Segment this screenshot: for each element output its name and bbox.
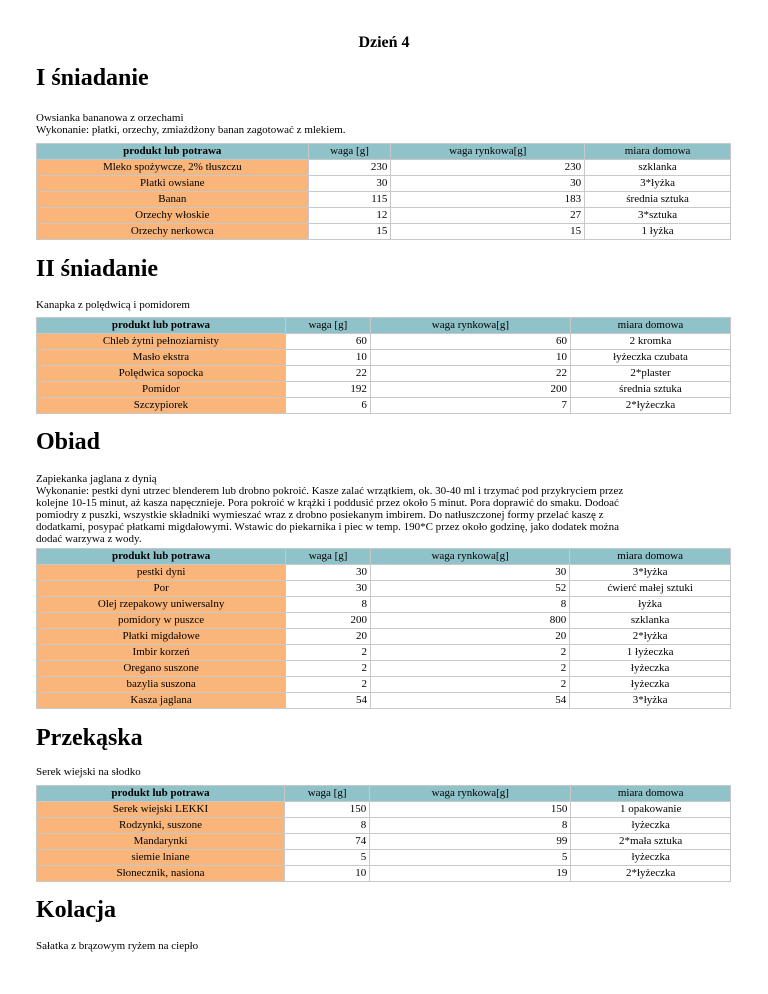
product-cell: Orzechy nerkowca bbox=[37, 224, 309, 240]
recipe-title: Zapiekanka jaglana z dynią bbox=[36, 473, 157, 485]
table-header-row bbox=[37, 786, 731, 802]
header-market-weight: waga rynkowa[g] bbox=[370, 549, 569, 565]
weight-cell: 115 bbox=[308, 192, 391, 208]
product-cell: Szczypiorek bbox=[37, 398, 286, 414]
household-cell: 2 kromka bbox=[570, 334, 730, 350]
market-weight-cell: 2 bbox=[370, 677, 569, 693]
product-cell: Oregano suszone bbox=[37, 661, 286, 677]
recipe-title: Serek wiejski na słodko bbox=[36, 766, 141, 778]
product-cell: Słonecznik, nasiona bbox=[37, 866, 285, 882]
market-weight-cell: 800 bbox=[370, 613, 569, 629]
recipe-instructions: pomiodry z puszki, wszystkie składniki wymieszać wraz z drobno posiekanym imbirem. Do natłuszczonej formy przelać kaszę z bbox=[36, 509, 604, 521]
section-heading: Obiad bbox=[36, 429, 101, 455]
table-header-row bbox=[37, 549, 731, 565]
household-cell: szklanka bbox=[585, 160, 731, 176]
market-weight-cell: 60 bbox=[370, 334, 570, 350]
recipe-title: Owsianka bananowa z orzechami bbox=[36, 112, 184, 124]
table-row bbox=[37, 645, 731, 661]
table-row bbox=[37, 176, 731, 192]
household-cell: 2*plaster bbox=[570, 366, 730, 382]
market-weight-cell: 150 bbox=[370, 802, 571, 818]
section-dinner bbox=[36, 896, 198, 952]
market-weight-cell: 15 bbox=[391, 224, 585, 240]
weight-cell: 30 bbox=[286, 565, 371, 581]
product-cell: Orzechy włoskie bbox=[37, 208, 309, 224]
weight-cell: 22 bbox=[285, 366, 370, 382]
household-cell: 1 łyżeczka bbox=[570, 645, 731, 661]
header-weight: waga [g] bbox=[285, 318, 370, 334]
meal-table bbox=[36, 143, 731, 240]
household-cell: łyżeczka bbox=[571, 850, 731, 866]
table-row bbox=[37, 802, 731, 818]
product-cell: Kasza jaglana bbox=[37, 693, 286, 709]
header-weight: waga [g] bbox=[308, 144, 391, 160]
household-cell: 2*łyżeczka bbox=[570, 398, 730, 414]
table-row bbox=[37, 366, 731, 382]
table-header-row bbox=[37, 144, 731, 160]
weight-cell: 74 bbox=[284, 834, 369, 850]
product-cell: Chleb żytni pełnoziarnisty bbox=[37, 334, 286, 350]
weight-cell: 192 bbox=[285, 382, 370, 398]
header-market-weight: waga rynkowa[g] bbox=[391, 144, 585, 160]
household-cell: 1 opakowanie bbox=[571, 802, 731, 818]
weight-cell: 30 bbox=[286, 581, 371, 597]
weight-cell: 20 bbox=[286, 629, 371, 645]
product-cell: Olej rzepakowy uniwersalny bbox=[37, 597, 286, 613]
table-row bbox=[37, 160, 731, 176]
table-row bbox=[37, 629, 731, 645]
household-cell: średnia sztuka bbox=[585, 192, 731, 208]
section-heading: II śniadanie bbox=[36, 256, 159, 282]
header-product: produkt lub potrawa bbox=[37, 786, 285, 802]
section-heading: Przekąska bbox=[36, 725, 143, 751]
recipe-title: Sałatka z brązowym ryżem na ciepło bbox=[36, 940, 199, 952]
product-cell: pomidory w puszce bbox=[37, 613, 286, 629]
table-row bbox=[37, 661, 731, 677]
market-weight-cell: 183 bbox=[391, 192, 585, 208]
household-cell: szklanka bbox=[570, 613, 731, 629]
weight-cell: 230 bbox=[308, 160, 391, 176]
header-market-weight: waga rynkowa[g] bbox=[370, 786, 571, 802]
market-weight-cell: 52 bbox=[370, 581, 569, 597]
market-weight-cell: 99 bbox=[370, 834, 571, 850]
household-cell: łyżka bbox=[570, 597, 731, 613]
table-row bbox=[37, 677, 731, 693]
household-cell: 3*łyżka bbox=[585, 176, 731, 192]
meal-table bbox=[36, 785, 731, 882]
table-row bbox=[37, 613, 731, 629]
section-heading: I śniadanie bbox=[36, 65, 149, 91]
header-weight: waga [g] bbox=[284, 786, 369, 802]
household-cell: średnia sztuka bbox=[570, 382, 730, 398]
market-weight-cell: 20 bbox=[370, 629, 569, 645]
product-cell: siemie lniane bbox=[37, 850, 285, 866]
weight-cell: 12 bbox=[308, 208, 391, 224]
market-weight-cell: 200 bbox=[370, 382, 570, 398]
section-lunch bbox=[36, 428, 623, 545]
weight-cell: 200 bbox=[286, 613, 371, 629]
recipe-instructions: dodatkami, posypać płatkami migdałowymi. Wstawic do piekarnika i piec w temp. 190*C przez około godzinę, jako dodatek można bbox=[36, 521, 619, 533]
household-cell: 1 łyżka bbox=[585, 224, 731, 240]
table-row bbox=[37, 208, 731, 224]
household-cell: 2*łyżeczka bbox=[571, 866, 731, 882]
market-weight-cell: 10 bbox=[370, 350, 570, 366]
market-weight-cell: 30 bbox=[370, 565, 569, 581]
section-breakfast-1 bbox=[36, 64, 346, 136]
page-title: Dzień 4 bbox=[358, 34, 410, 51]
household-cell: 2*mała sztuka bbox=[571, 834, 731, 850]
table-row bbox=[37, 597, 731, 613]
weight-cell: 10 bbox=[285, 350, 370, 366]
product-cell: Pomidor bbox=[37, 382, 286, 398]
table-row bbox=[37, 565, 731, 581]
recipe-title: Kanapka z polędwicą i pomidorem bbox=[36, 299, 190, 311]
table-row bbox=[37, 382, 731, 398]
weight-cell: 2 bbox=[286, 661, 371, 677]
product-cell: Mleko spożywcze, 2% tłuszczu bbox=[37, 160, 309, 176]
header-household: miara domowa bbox=[585, 144, 731, 160]
header-product: produkt lub potrawa bbox=[37, 144, 309, 160]
market-weight-cell: 2 bbox=[370, 645, 569, 661]
market-weight-cell: 8 bbox=[370, 818, 571, 834]
section-breakfast-2 bbox=[36, 255, 190, 311]
market-weight-cell: 22 bbox=[370, 366, 570, 382]
header-market-weight: waga rynkowa[g] bbox=[370, 318, 570, 334]
meal-table bbox=[36, 548, 731, 709]
product-cell: Rodzynki, suszone bbox=[37, 818, 285, 834]
market-weight-cell: 7 bbox=[370, 398, 570, 414]
household-cell: 3*łyżka bbox=[570, 693, 731, 709]
table-row bbox=[37, 866, 731, 882]
recipe-instructions: kolejne 10-15 minut, aż kasza napęcznieje. Pora pokroić w krążki i poddusić przez około 5 minut. Pora doprawić do smaku. Dodoać bbox=[36, 497, 619, 509]
weight-cell: 15 bbox=[308, 224, 391, 240]
header-product: produkt lub potrawa bbox=[37, 549, 286, 565]
table-row bbox=[37, 693, 731, 709]
weight-cell: 150 bbox=[284, 802, 369, 818]
meal-table bbox=[36, 317, 731, 414]
household-cell: 2*łyżka bbox=[570, 629, 731, 645]
household-cell: łyżeczka bbox=[570, 677, 731, 693]
market-weight-cell: 230 bbox=[391, 160, 585, 176]
header-product: produkt lub potrawa bbox=[37, 318, 286, 334]
household-cell: łyżeczka bbox=[571, 818, 731, 834]
header-household: miara domowa bbox=[570, 318, 730, 334]
section-snack bbox=[36, 724, 143, 778]
market-weight-cell: 2 bbox=[370, 661, 569, 677]
product-cell: Por bbox=[37, 581, 286, 597]
weight-cell: 10 bbox=[284, 866, 369, 882]
weight-cell: 2 bbox=[286, 677, 371, 693]
household-cell: ćwierć małej sztuki bbox=[570, 581, 731, 597]
table-row bbox=[37, 334, 731, 350]
weight-cell: 60 bbox=[285, 334, 370, 350]
weight-cell: 8 bbox=[284, 818, 369, 834]
header-household: miara domowa bbox=[570, 549, 731, 565]
product-cell: Płatki migdałowe bbox=[37, 629, 286, 645]
household-cell: łyżeczka czubata bbox=[570, 350, 730, 366]
product-cell: Masło ekstra bbox=[37, 350, 286, 366]
household-cell: 3*łyżka bbox=[570, 565, 731, 581]
market-weight-cell: 30 bbox=[391, 176, 585, 192]
recipe-instructions: dodać warzywa z wody. bbox=[36, 533, 142, 545]
weight-cell: 6 bbox=[285, 398, 370, 414]
header-weight: waga [g] bbox=[286, 549, 371, 565]
weight-cell: 30 bbox=[308, 176, 391, 192]
table-header-row bbox=[37, 318, 731, 334]
household-cell: łyżeczka bbox=[570, 661, 731, 677]
product-cell: bazylia suszona bbox=[37, 677, 286, 693]
weight-cell: 8 bbox=[286, 597, 371, 613]
weight-cell: 5 bbox=[284, 850, 369, 866]
product-cell: Płatki owsiane bbox=[37, 176, 309, 192]
table-row bbox=[37, 581, 731, 597]
weight-cell: 2 bbox=[286, 645, 371, 661]
header-household: miara domowa bbox=[571, 786, 731, 802]
recipe-instructions: Wykonanie: pestki dyni utrzec blenderem lub drobno pokroić. Kasze zalać wrzątkiem, ok. 30-40 ml i trzymać pod przykryciem przez bbox=[36, 485, 624, 497]
table-row bbox=[37, 192, 731, 208]
market-weight-cell: 54 bbox=[370, 693, 569, 709]
product-cell: Serek wiejski LEKKI bbox=[37, 802, 285, 818]
weight-cell: 54 bbox=[286, 693, 371, 709]
product-cell: pestki dyni bbox=[37, 565, 286, 581]
recipe-instructions: Wykonanie: płatki, orzechy, zmiażdżony banan zagotować z mlekiem. bbox=[36, 124, 346, 136]
market-weight-cell: 19 bbox=[370, 866, 571, 882]
product-cell: Mandarynki bbox=[37, 834, 285, 850]
market-weight-cell: 27 bbox=[391, 208, 585, 224]
table-row bbox=[37, 818, 731, 834]
table-row bbox=[37, 850, 731, 866]
section-heading: Kolacja bbox=[36, 897, 116, 923]
table-row bbox=[37, 398, 731, 414]
household-cell: 3*sztuka bbox=[585, 208, 731, 224]
market-weight-cell: 8 bbox=[370, 597, 569, 613]
product-cell: Banan bbox=[37, 192, 309, 208]
product-cell: Imbir korzeń bbox=[37, 645, 286, 661]
table-row bbox=[37, 224, 731, 240]
market-weight-cell: 5 bbox=[370, 850, 571, 866]
table-row bbox=[37, 834, 731, 850]
product-cell: Polędwica sopocka bbox=[37, 366, 286, 382]
table-row bbox=[37, 350, 731, 366]
